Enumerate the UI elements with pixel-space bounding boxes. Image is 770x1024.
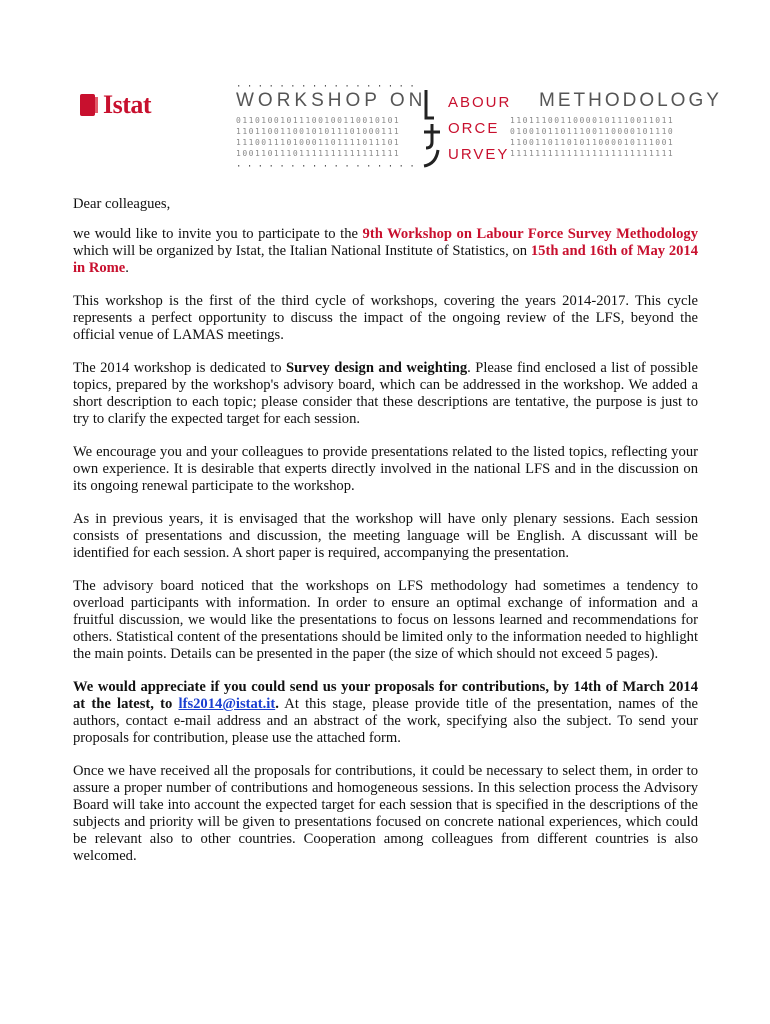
paragraph-cycle: This workshop is the first of the third cycle of workshops, covering the years 2014-2017. This cycle represents a perfect opportunity to discuss the impact of the ongoing review of the LFS, beyond the official venue of LAMAS meetings. xyxy=(73,293,698,343)
banner-title-right: METHODOLOGY xyxy=(539,90,722,111)
binary-line: 11111111111111111111111111 xyxy=(510,149,675,158)
event-name: 9th Workshop on Labour Force Survey Methodology xyxy=(362,226,698,242)
istat-logo-text: Istat xyxy=(103,90,152,119)
paragraph-selection: Once we have received all the proposals for contributions, it could be necessary to select them, in order to assure a proper number of contributions and homogeneous sessions. In this selection process the Advisory Board will take into account the expected target for each session that is specified in the descriptions of the subjects and priority will be given to presentations focused on concrete national experiences, which could be relevant also to other countries. Cooperation among colleagues from different countries is also welcomed. xyxy=(73,763,698,864)
text: which will be organized by Istat, the Italian National Institute of Statistics, on xyxy=(73,243,531,259)
lfs-words xyxy=(448,90,511,168)
istat-logo-icon xyxy=(80,94,95,116)
binary-line: 11001101101011000010111001 xyxy=(510,138,675,147)
text: we would like to invite you to participate to the xyxy=(73,226,363,242)
email-link[interactable]: lfs2014@istat.it xyxy=(178,696,276,712)
lfs-word-survey: URVEY xyxy=(448,146,510,163)
binary-line: 11011001100101011101000111 xyxy=(236,127,401,136)
salutation: Dear colleagues, xyxy=(73,196,171,212)
paragraph-sessions: As in previous years, it is envisaged that the workshop will have only plenary sessions. Each session consists of presentations and discussion, the meeting language will be English. A discussant will be identified for each session. A short paper is required, accompanying the presentation. xyxy=(73,511,698,561)
istat-logo xyxy=(80,90,151,120)
text: The 2014 workshop is dedicated to xyxy=(73,360,287,376)
proposal-deadline: We would appreciate if you could send us your proposals for contributions, by 14th of March 2014 at the latest, to xyxy=(73,679,698,712)
banner-title-left: WORKSHOP ON xyxy=(236,90,427,111)
binary-line: 11011100110000101110011011 xyxy=(510,116,675,125)
event-date: 15th and 16th of May 2014 in Rome xyxy=(73,243,699,276)
text: . Please find enclosed a list of possible topics, prepared by the workshop's advisory board, which can be addressed in the workshop. We added a short description to each topic; please consider that these descriptions are tentative, the purpose is just to try to clarify the expected target for each session. xyxy=(73,360,698,427)
text: . xyxy=(125,260,129,276)
lfs-word-labour: ABOUR xyxy=(448,94,512,111)
paragraph-invitation xyxy=(73,226,698,277)
text: . xyxy=(275,696,279,712)
binary-line: 01101001011100100110010101 xyxy=(236,116,401,125)
paragraph-encourage: We encourage you and your colleagues to provide presentations related to the listed topics, reflecting your own experience. It is desirable that experts directly involved in the national LFS and in the discussion on its ongoing renewal participate to the workshop. xyxy=(73,444,698,494)
lfs-bracket-icon xyxy=(420,88,446,168)
binary-line: 01001011011100110000101110 xyxy=(510,127,675,136)
workshop-topic: Survey design and weighting xyxy=(286,360,468,376)
banner-binary-left xyxy=(236,115,400,159)
banner-binary-right xyxy=(510,115,674,159)
banner-dots-top: · · · · · · · · · · · · · · · · · xyxy=(236,82,415,92)
paragraph-advisory: The advisory board noticed that the workshops on LFS methodology had sometimes a tendency to overload participants with information. In order to ensure an optimal exchange of information and a fruitful discussion, we would like the presentations to focus on lessons learned and recommendations for others. Statistical content of the presentations should be limited only to the information needed to highlight the main points. Details can be presented in the paper (the size of which should not exceed 5 pages). xyxy=(73,578,698,662)
letter-body xyxy=(73,196,698,881)
workshop-banner xyxy=(236,82,722,174)
text: At this stage, please provide title of the presentation, names of the authors, contact e-mail address and an abstract of the work, specifying also the subject. To send your proposals for contribution, please use the attached form. xyxy=(73,696,698,746)
paragraph-proposals xyxy=(73,679,698,747)
lfs-word-force: ORCE xyxy=(448,120,500,137)
binary-line: 10011011101111111111111111 xyxy=(236,149,401,158)
binary-line: 11100111010001101111011101 xyxy=(236,138,401,147)
banner-dots-bottom: · · · · · · · · · · · · · · · · · xyxy=(236,162,415,172)
paragraph-topic xyxy=(73,360,698,428)
